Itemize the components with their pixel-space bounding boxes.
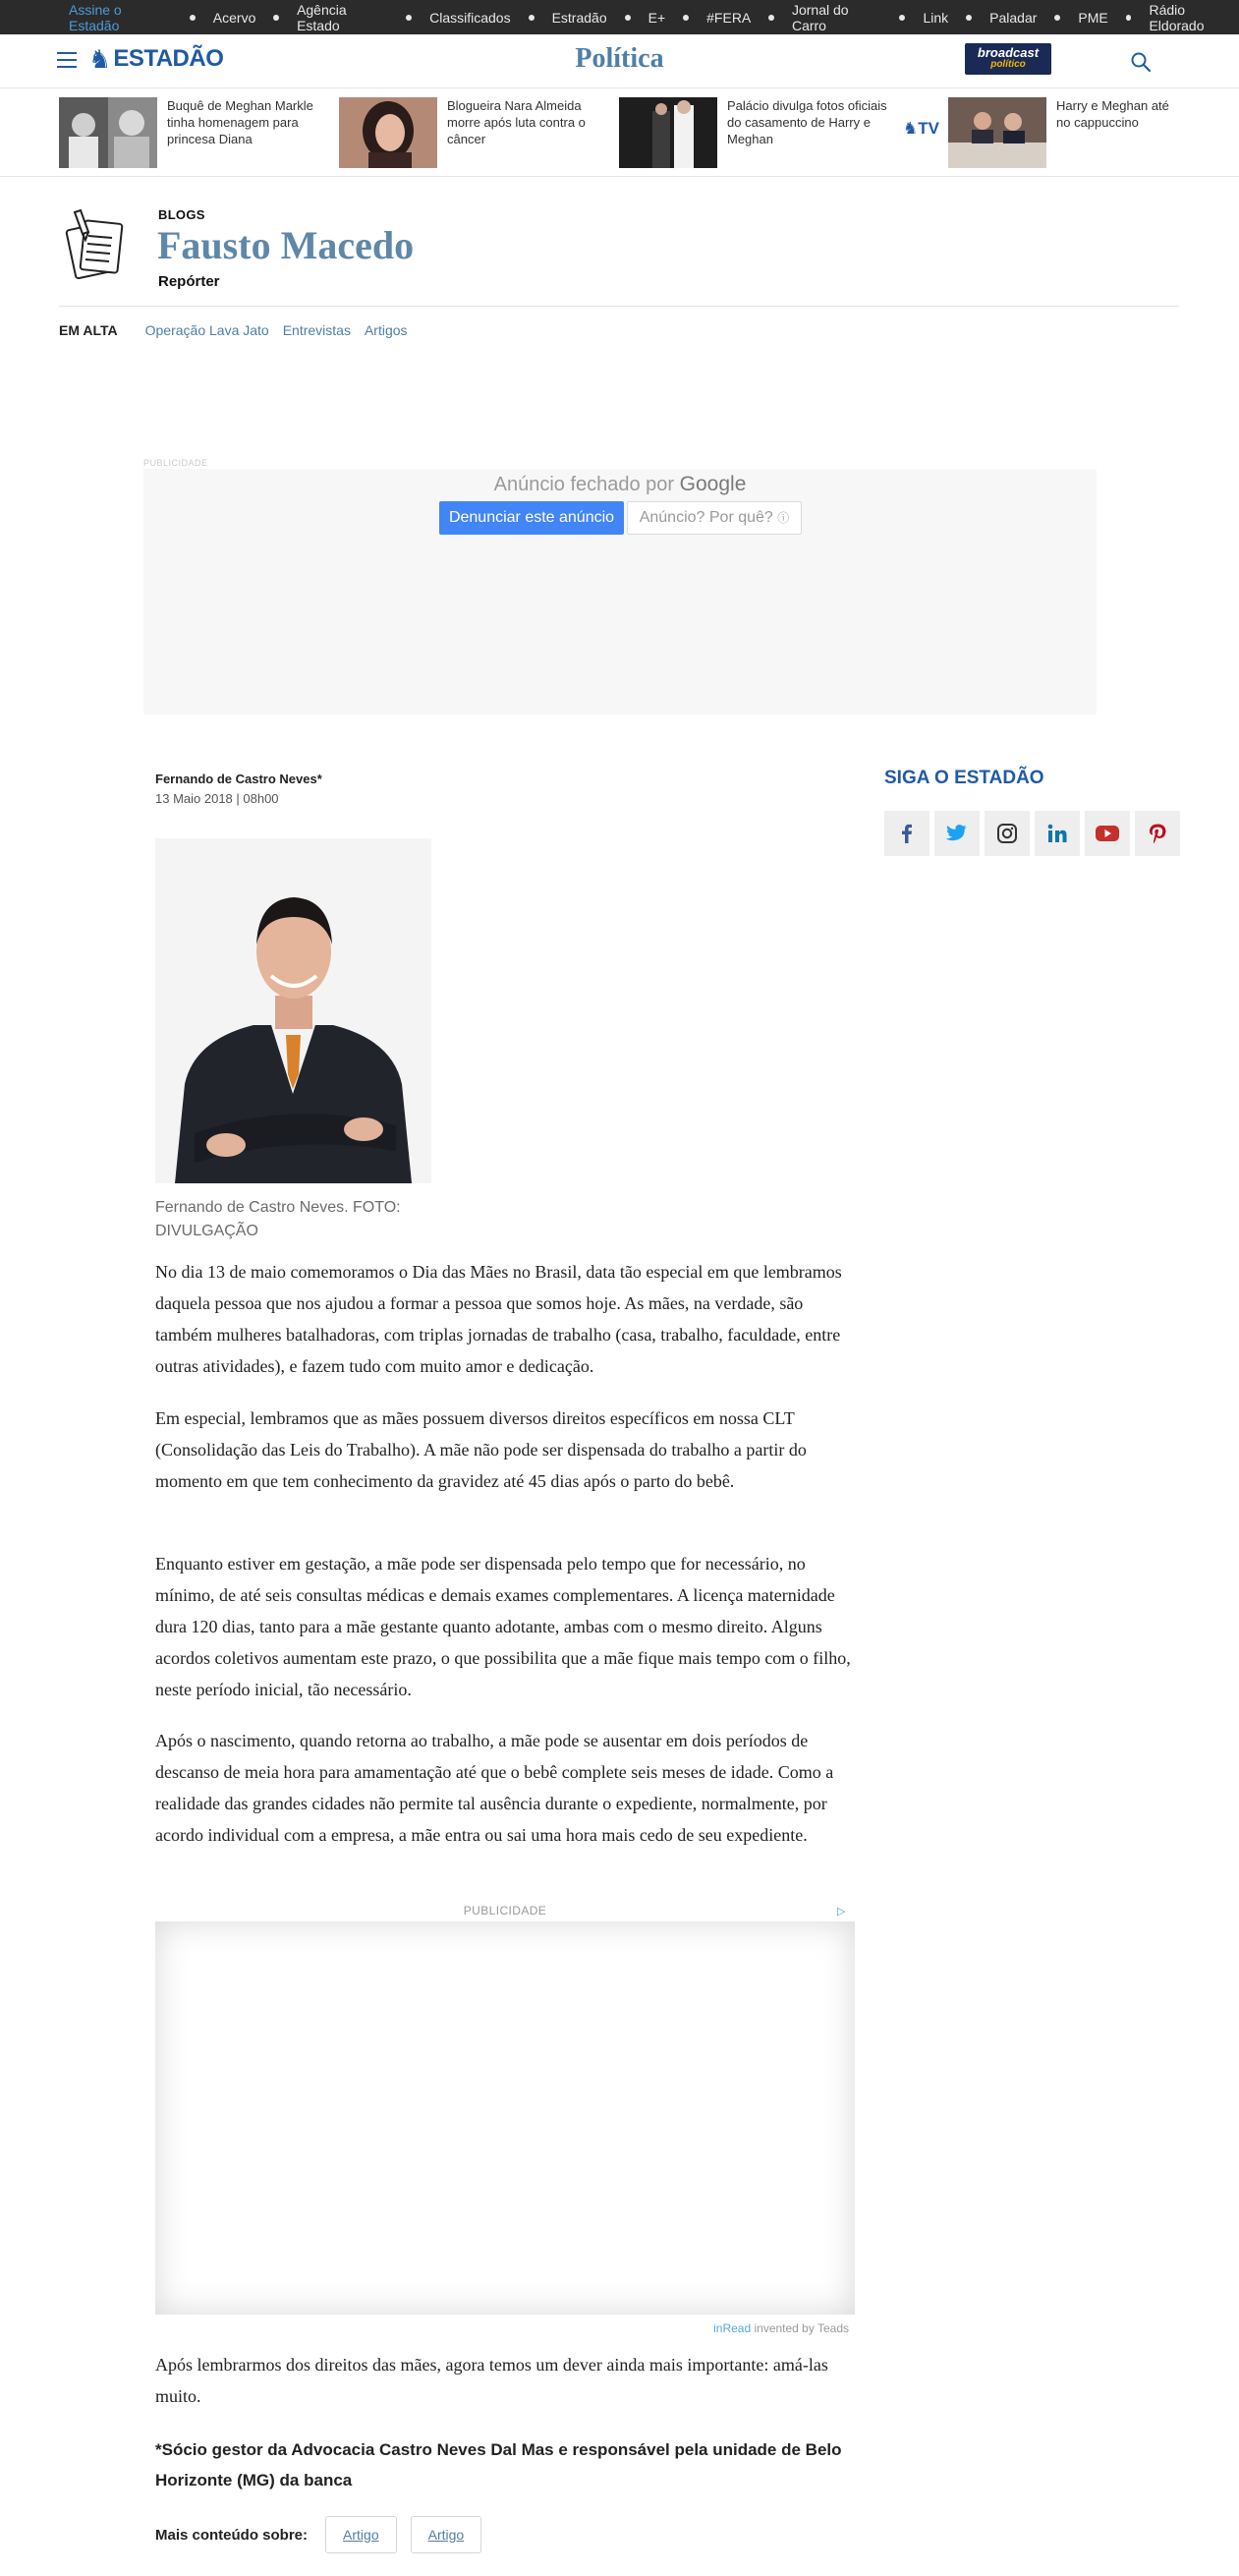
trending-headline[interactable]: Buquê de Meghan Markle tinha homenagem para princesa Diana: [167, 98, 313, 146]
bullet-separator: [625, 15, 631, 21]
ad-closed-notice: [143, 473, 1097, 496]
em-alta-bar: [59, 322, 422, 338]
blog-name[interactable]: Fausto Macedo: [157, 223, 415, 267]
top-nav-link-classificados[interactable]: Classificados: [429, 9, 511, 26]
tv-label: TV: [918, 119, 939, 138]
ad-choices-icon[interactable]: ▷: [837, 1906, 846, 1918]
trending-strip: [0, 88, 1239, 177]
blog-kicker: BLOGS: [158, 207, 205, 222]
em-alta-label: EM ALTA: [59, 322, 118, 338]
bullet-separator: [1126, 15, 1132, 21]
article-paragraph: Após lembrarmos dos direitos das mães, agora temos um dever ainda mais importante: amá-las muito.: [155, 2355, 828, 2406]
twitter-icon[interactable]: [934, 811, 980, 856]
top-nav-list: [0, 0, 1239, 34]
top-nav-item[interactable]: [607, 10, 666, 26]
top-nav-link-jornal-do-carro[interactable]: Jornal do Carro: [791, 1, 849, 33]
inread-credit[interactable]: [155, 2321, 849, 2335]
top-nav-item[interactable]: [69, 2, 172, 33]
article-paragraph: No dia 13 de maio comemoramos o Dia das Mães no Brasil, data tão especial em que lembramos daquela pessoa que nos ajudou a formar a pessoa que somos hoje. As mães, na verdade, são também mulheres batalhadoras, com triplas jornadas de trabalho (casa, trabalho, faculdade, entre outras atividades), e fazem tudo com muito amor e dedicação.: [155, 1262, 842, 1376]
ad-label: PUBLICIDADE: [143, 458, 208, 468]
bullet-separator: [529, 15, 535, 21]
bullet-separator: [683, 15, 689, 21]
top-nav-link-emais[interactable]: E+: [648, 9, 666, 26]
em-alta-link-entrevistas[interactable]: Entrevistas: [282, 322, 351, 338]
trending-thumbnail[interactable]: [339, 97, 437, 168]
bullet-separator: [273, 15, 279, 21]
estadao-logo[interactable]: [88, 45, 223, 73]
top-nav-item[interactable]: [511, 10, 607, 26]
top-nav-link-agencia[interactable]: Agência Estado: [297, 1, 347, 33]
broadcast-sublabel: político: [990, 59, 1026, 70]
top-nav-link-fera[interactable]: #FERA: [706, 9, 752, 26]
top-nav-item[interactable]: [255, 2, 388, 33]
em-alta-link-lava-jato[interactable]: Operação Lava Jato: [144, 322, 269, 338]
trending-thumbnail[interactable]: [619, 97, 717, 168]
author-photo: [155, 838, 431, 1183]
blog-role: Repórter: [158, 273, 220, 290]
broadcast-label: broadcast: [977, 45, 1040, 60]
article-paragraph: Em especial, lembramos que as mães possuem diversos direitos específicos em nossa CLT (Consolidação das Leis do Trabalho). A mãe não pode ser dispensada do trabalho a partir do momento em que tem conhecimento da gravidez até 45 dias após o parto do bebê.: [155, 1408, 807, 1491]
article-paragraph: Enquanto estiver em gestação, a mãe pode ser dispensada pelo tempo que for necessário, no mínimo, de até seis consultas médicas e demais exames complementares. A licença maternidade dura 120 dias, tanto para a mãe gestante quanto adotante, ambas com o mesmo direito. Alguns acordos coletivos aumentam este prazo, o que possibilita que a mãe fique mais tempo com o filho, neste período inicial, tão necessário.: [155, 1554, 851, 1699]
tag-artigo[interactable]: Artigo: [411, 2516, 482, 2553]
linkedin-icon[interactable]: [1035, 811, 1080, 856]
why-this-ad-button[interactable]: [627, 501, 802, 535]
broadcast-politico-badge[interactable]: [965, 43, 1051, 75]
top-nav-link-radio-eldorado[interactable]: Rádio Eldorado: [1149, 1, 1205, 33]
horse-rider-icon: ♞: [903, 119, 919, 138]
top-nav-link-estradao[interactable]: Estradão: [551, 9, 607, 26]
bullet-separator: [899, 15, 905, 21]
top-nav-item[interactable]: [1108, 2, 1239, 33]
bullet-separator: [966, 15, 972, 21]
top-nav-item[interactable]: [388, 10, 510, 26]
trending-item[interactable]: [948, 97, 1174, 168]
trending-headline[interactable]: Harry e Meghan até no cappuccino: [1056, 98, 1169, 130]
menu-icon[interactable]: [57, 52, 77, 68]
bullet-separator: [190, 15, 196, 21]
article-paragraph: Após o nascimento, quando retorna ao trabalho, a mãe pode se ausentar em dois períodos de descanso de meia hora para amamentação até que o bebê complete seis meses de idade. Como a realidade das grandes cidades não permite tal ausência durante o expediente, normalmente, por acordo individual com a empresa, a mãe entra ou sai uma hora mais cedo de seu expediente.: [155, 1731, 834, 1845]
top-nav-item[interactable]: [881, 10, 948, 26]
top-nav-link-paladar[interactable]: Paladar: [989, 9, 1038, 26]
follow-estadao-title: SIGA O ESTADÃO: [884, 768, 1044, 788]
site-header: [0, 34, 1239, 88]
video-ad-container[interactable]: [155, 1921, 855, 2315]
top-nav-item[interactable]: [948, 10, 1037, 26]
top-navigation-bar: [0, 0, 1239, 34]
trending-thumbnail[interactable]: [948, 97, 1046, 168]
em-alta-link-artigos[interactable]: Artigos: [364, 322, 408, 338]
ad-closed-text: Anúncio fechado por: [493, 474, 675, 495]
bullet-separator: [768, 15, 774, 21]
trending-item[interactable]: [339, 97, 614, 168]
horse-rider-icon: ♞: [88, 44, 112, 74]
trending-thumbnail[interactable]: [59, 97, 157, 168]
inline-ad-label: PUBLICIDADE: [463, 1904, 547, 1918]
top-nav-link-assine[interactable]: Assine o Estadão: [69, 1, 122, 33]
author-note: *Sócio gestor da Advocacia Castro Neves Dal Mas e responsável pela unidade de Belo Horizonte (MG) da banca: [155, 2440, 842, 2490]
social-links: [884, 811, 1185, 856]
top-nav-item[interactable]: [1037, 10, 1107, 26]
photo-caption: Fernando de Castro Neves. FOTO: DIVULGAÇÃO: [155, 1199, 401, 1239]
info-icon: ⓘ: [777, 511, 790, 525]
inread-suffix: invented by Teads: [751, 2321, 849, 2335]
section-title: Política: [575, 43, 664, 74]
article-author[interactable]: Fernando de Castro Neves*: [155, 772, 322, 786]
trending-headline[interactable]: Palácio divulga fotos oficiais do casamento de Harry e Meghan: [727, 98, 887, 146]
report-ad-button[interactable]: Denunciar este anúncio: [439, 501, 624, 535]
more-content-label: Mais conteúdo sobre:: [155, 2526, 309, 2544]
trending-item[interactable]: [59, 97, 334, 168]
trending-headline[interactable]: Blogueira Nara Almeida morre após luta contra o câncer: [447, 98, 586, 146]
top-nav-link-pme[interactable]: PME: [1078, 9, 1108, 26]
bullet-separator: [1054, 15, 1060, 21]
estadao-tv-badge[interactable]: [903, 119, 939, 139]
notebook-pen-icon: [61, 208, 130, 279]
top-nav-link-acervo[interactable]: Acervo: [212, 9, 256, 26]
tag-artigo[interactable]: Artigo: [325, 2516, 397, 2553]
trending-item[interactable]: [619, 97, 894, 168]
youtube-icon[interactable]: [1085, 811, 1130, 856]
article-date: 13 Maio 2018 | 08h00: [155, 791, 279, 806]
instagram-icon[interactable]: [985, 811, 1030, 856]
logo-text: ESTADÃO: [113, 45, 224, 72]
divider: [59, 306, 1179, 307]
pinterest-icon[interactable]: [1135, 811, 1180, 856]
top-nav-link-link[interactable]: Link: [923, 9, 949, 26]
google-wordmark: Google: [679, 473, 747, 495]
ad-container: [143, 469, 1097, 715]
facebook-icon[interactable]: [884, 811, 929, 856]
top-nav-item[interactable]: [172, 10, 256, 26]
why-ad-label: Anúncio? Por quê?: [639, 509, 773, 526]
inread-brand: inRead: [713, 2321, 752, 2335]
more-content-bar: [155, 2516, 495, 2553]
bullet-separator: [406, 15, 412, 21]
top-nav-item[interactable]: [751, 2, 881, 33]
search-icon[interactable]: [1130, 51, 1152, 73]
top-nav-item[interactable]: [665, 10, 751, 26]
